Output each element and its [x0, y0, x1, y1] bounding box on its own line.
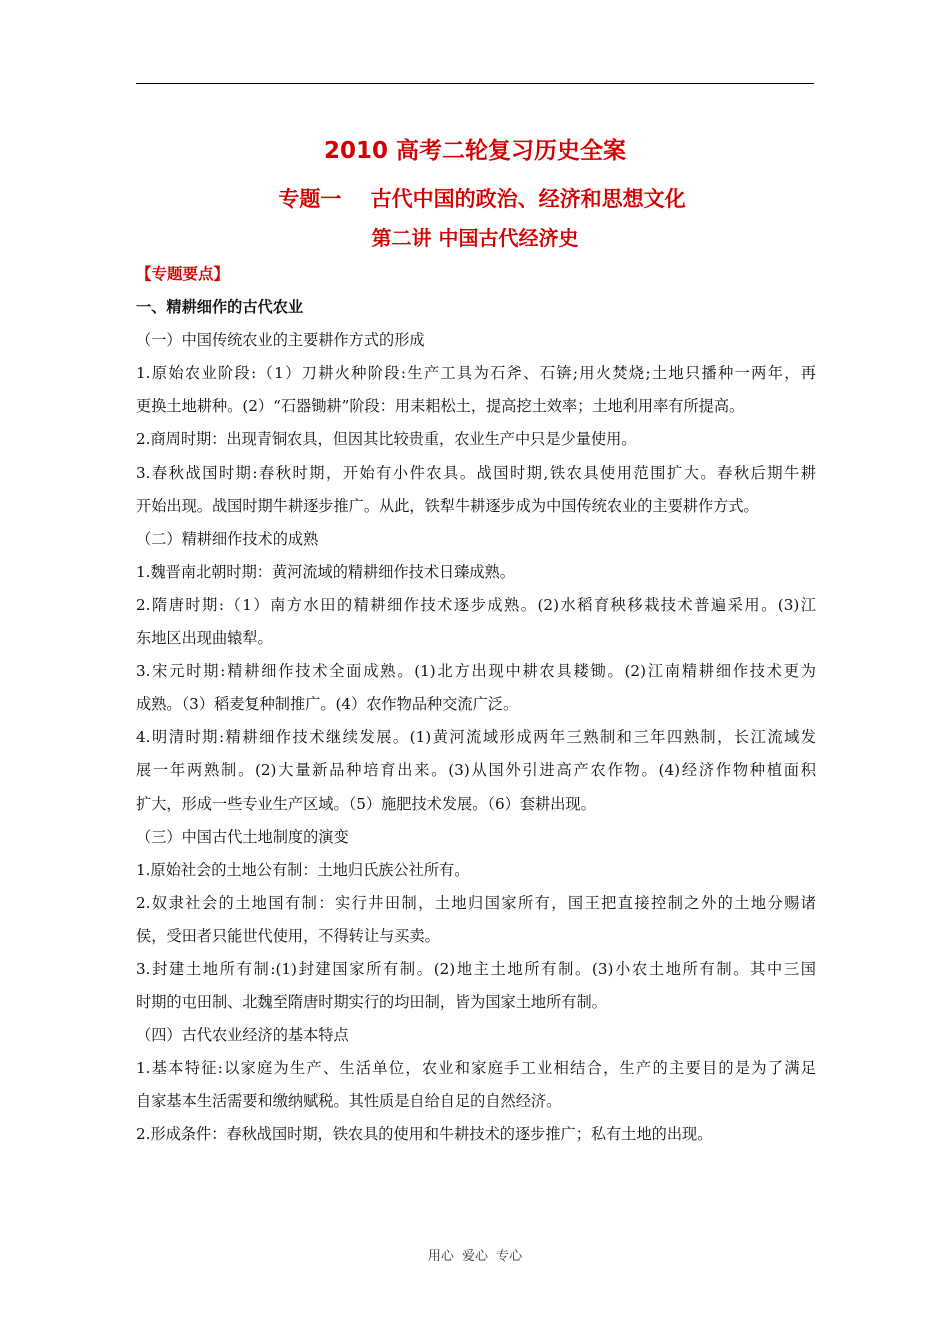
page-footer: 用心 爱心 专心 [427, 1249, 523, 1264]
paragraph-line: 3.封建土地所有制:(1)封建国家所有制。(2)地主土地所有制。(3)小农土地所有制。其中三国 [136, 959, 816, 978]
key-points-label: 【专题要点】 [136, 265, 230, 283]
paragraph-line: 时期的屯田制、北魏至隋唐时期实行的均田制，皆为国家土地所有制。 [136, 993, 607, 1012]
paragraph-line: 更换土地耕种。(2）“石器锄耕”阶段：用耒耜松土，提高挖土效率；土地利用率有所提高。 [136, 397, 745, 416]
paragraph-line: 1.原始农业阶段:（1）刀耕火种阶段:生产工具为石斧、石锛;用火焚烧;土地只播种一两年，再 [136, 364, 816, 383]
paragraph-line: 侯，受田者只能世代使用，不得转让与买卖。 [136, 926, 440, 945]
paragraph-line: 3.春秋战国时期:春秋时期，开始有小件农具。战国时期,铁农具使用范围扩大。春秋后期牛耕 [136, 463, 816, 482]
paragraph-line: 扩大，形成一些专业生产区域。（5）施肥技术发展。（6）套耕出现。 [136, 794, 596, 813]
paragraph-line: 4.明清时期:精耕细作技术继续发展。(1)黄河流域形成两年三熟制和三年四熟制，长江流域发 [136, 728, 816, 747]
paragraph-line: 2.商周时期：出现青铜农具，但因其比较贵重，农业生产中只是少量使用。 [136, 430, 637, 449]
section-heading: 一、精耕细作的古代农业 [136, 298, 304, 317]
paragraph-line: 展一年两熟制。(2)大量新品种培育出来。(3)从国外引进高产农作物。(4)经济作物种植面积 [136, 761, 816, 780]
lecture-heading: 第二讲 中国古代经济史 [371, 226, 579, 250]
paragraph-line: 1.魏晋南北朝时期：黄河流域的精耕细作技术日臻成熟。 [136, 562, 515, 581]
paragraph-line: 3.宋元时期:精耕细作技术全面成熟。(1)北方出现中耕农具耧锄。(2)江南精耕细作技术更为 [136, 662, 816, 681]
paragraph-line: 1.原始社会的土地公有制：土地归氏族公社所有。 [136, 860, 470, 879]
paragraph-line: 1.基本特征:以家庭为生产、生活单位，农业和家庭手工业相结合，生产的主要目的是为了满足 [136, 1059, 816, 1078]
paragraph-line: 东地区出现曲辕犁。 [136, 629, 273, 648]
subsection-heading: （三）中国古代土地制度的演变 [136, 827, 349, 846]
body-text [136, 258, 816, 1152]
paragraph-line: 开始出现。战国时期牛耕逐步推广。从此，铁犁牛耕逐步成为中国传统农业的主要耕作方式。 [136, 496, 759, 515]
document-title: 2010 高考二轮复习历史全案 [323, 138, 627, 164]
paragraph-line: 成熟。（3）稻麦复种制推广。(4）农作物品种交流广泛。 [136, 695, 519, 714]
paragraph-line: 2.奴隶社会的土地国有制：实行井田制，土地归国家所有，国王把直接控制之外的土地分赐诸 [136, 893, 816, 912]
header-rule [136, 83, 814, 84]
topic-subtitle: 专题一 古代中国的政治、经济和思想文化 [278, 187, 686, 211]
subsection-heading: （一）中国传统农业的主要耕作方式的形成 [136, 331, 425, 350]
paragraph-line: 2.形成条件：春秋战国时期，铁农具的使用和牛耕技术的逐步推广；私有土地的出现。 [136, 1125, 713, 1144]
paragraph-line: 自家基本生活需要和缴纳赋税。其性质是自给自足的自然经济。 [136, 1092, 562, 1111]
paragraph-line: 2.隋唐时期:（1）南方水田的精耕细作技术逐步成熟。(2)水稻育秧移栽技术普遍采用。(3)江 [136, 595, 816, 614]
subsection-heading: （二）精耕细作技术的成熟 [136, 529, 319, 548]
subsection-heading: （四）古代农业经济的基本特点 [136, 1026, 349, 1045]
